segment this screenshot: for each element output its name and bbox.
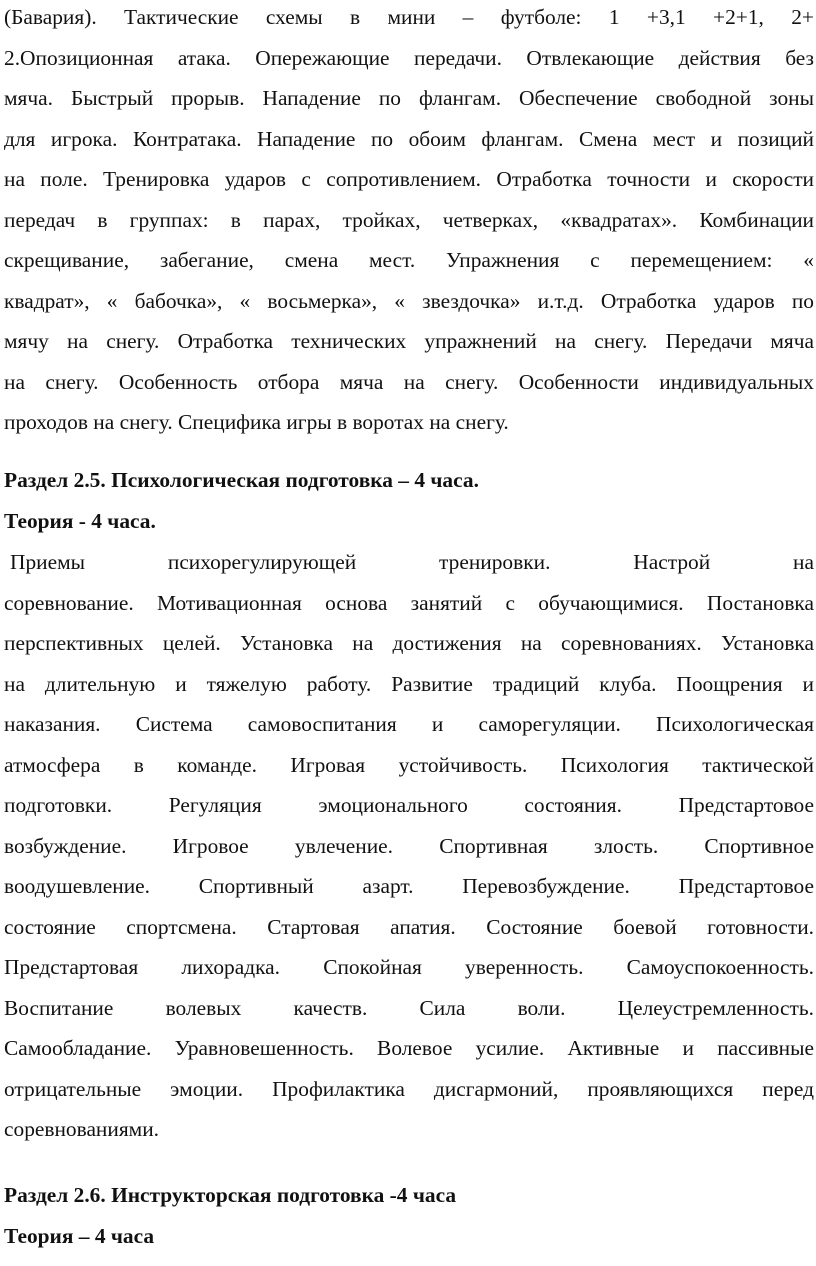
text-line: воодушевление. Спортивный азарт. Перевозбуждение. Предстартовое — [4, 874, 814, 898]
text-line: мяча. Быстрый прорыв. Нападение по флангам. Обеспечение свободной зоны — [4, 86, 814, 110]
text-line: квадрат», « бабочка», « восьмерка», « звездочка» и.т.д. Отработка ударов по — [4, 288, 814, 313]
text-line: на снегу. Особенность отбора мяча на снегу. Особенности индивидуальных — [4, 369, 814, 394]
text-line: мячу на снегу. Отработка технических упражнений на снегу. Передачи мяча — [4, 329, 814, 353]
text-line: Самообладание. Уравновешенность. Волевое усилие. Активные и пассивные — [4, 1036, 814, 1060]
text-line: подготовки. Регуляция эмоционального состояния. Предстартовое — [4, 793, 814, 817]
text-line-last: соревнованиями. — [4, 1117, 159, 1141]
section-theory-2-5: Теория - 4 часа. — [4, 509, 156, 533]
paragraph-tactics — [4, 0, 814, 443]
text-line: Приемы психорегулирующей тренировки. Настрой на — [10, 550, 814, 574]
text-line: Воспитание волевых качеств. Сила воли. Целеустремленность. — [4, 995, 814, 1020]
text-line: для игрока. Контратака. Нападение по обоим флангам. Смена мест и позиций — [4, 126, 814, 151]
text-line: (Бавария). Тактические схемы в мини – футболе: 1 +3,1 +2+1, 2+ — [4, 5, 814, 29]
section-heading-2-5: Раздел 2.5. Психологическая подготовка – 4 часа. — [4, 468, 479, 492]
text-line: на длительную и тяжелую работу. Развитие традиций клуба. Поощрения и — [4, 671, 814, 696]
text-line: Предстартовая лихорадка. Спокойная уверенность. Самоуспокоенность. — [4, 955, 814, 979]
text-line: 2.Опозиционная атака. Опережающие передачи. Отвлекающие действия без — [4, 45, 814, 70]
text-line: наказания. Система самовоспитания и саморегуляции. Психологическая — [4, 712, 814, 736]
text-line: отрицательные эмоции. Профилактика дисгармоний, проявляющихся перед — [4, 1076, 814, 1101]
section-theory-2-6: Теория – 4 часа — [4, 1224, 155, 1248]
text-line: перспективных целей. Установка на достижения на соревнованиях. Установка — [4, 631, 814, 655]
section-heading-2-6: Раздел 2.6. Инструкторская подготовка -4 часа — [4, 1183, 457, 1207]
text-line: на поле. Тренировка ударов с сопротивлением. Отработка точности и скорости — [4, 167, 814, 191]
text-line-last: проходов на снегу. Специфика игры в воротах на снегу. — [4, 410, 509, 434]
text-line: возбуждение. Игровое увлечение. Спортивная злость. Спортивное — [4, 833, 814, 858]
text-line: скрещивание, забегание, смена мест. Упражнения с перемещением: « — [4, 248, 814, 272]
text-line: атмосфера в команде. Игровая устойчивость. Психология тактической — [4, 752, 814, 777]
paragraph-psychology — [4, 542, 814, 1150]
text-line: соревнование. Мотивационная основа занятий с обучающимися. Постановка — [4, 590, 814, 615]
text-line: передач в группах: в парах, тройках, четверках, «квадратах». Комбинации — [4, 207, 814, 232]
text-line: состояние спортсмена. Стартовая апатия. Состояние боевой готовности. — [4, 914, 814, 939]
